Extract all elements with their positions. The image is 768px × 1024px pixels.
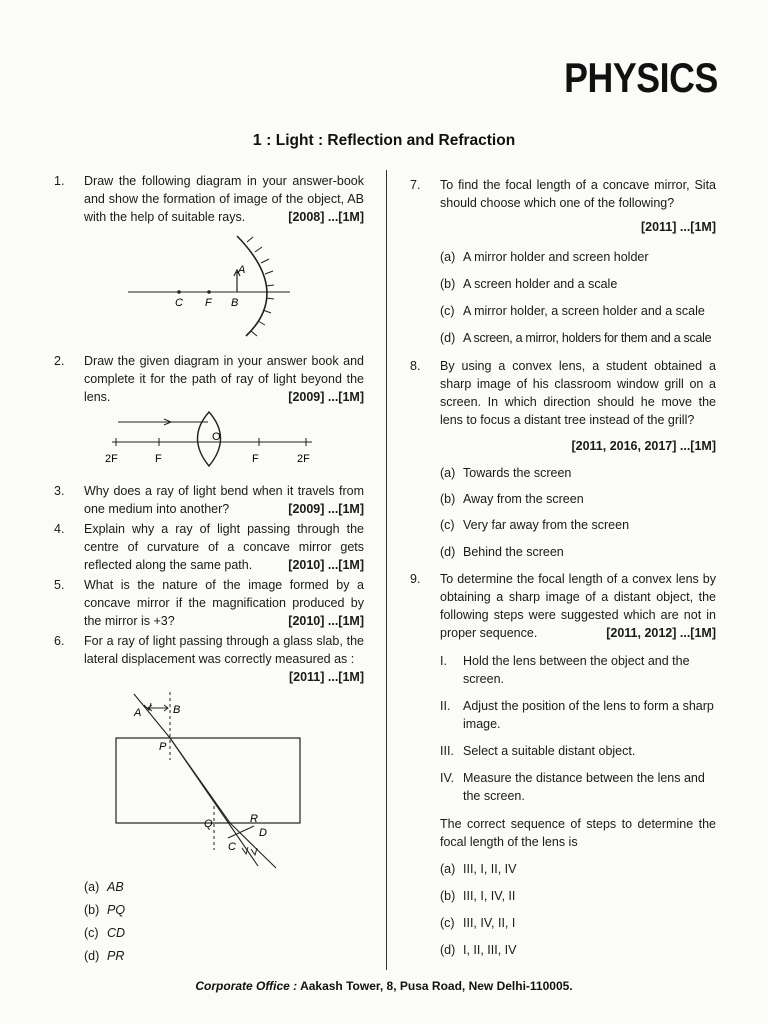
glass-slab bbox=[116, 738, 300, 823]
question-number: 4. bbox=[54, 522, 65, 536]
label-c: C bbox=[175, 297, 183, 309]
question-text: For a ray of light passing through a glass slab, the lateral displacement was correctly measured as : bbox=[84, 634, 364, 666]
marks-label: [2009] ...[1M] bbox=[288, 390, 364, 404]
convex-lens-diagram bbox=[104, 408, 324, 472]
question-text: To determine the focal length of a convex lens by obtaining a sharp image of a distant object, the following steps were suggested which are not in proper sequence. bbox=[440, 572, 716, 640]
question-3 bbox=[54, 482, 364, 518]
concave-mirror bbox=[237, 236, 267, 336]
option-b: (b) Away from the screen bbox=[440, 492, 584, 506]
concave-mirror-diagram bbox=[120, 228, 300, 343]
label-2f-right: 2F bbox=[297, 453, 310, 465]
question-number: 5. bbox=[54, 578, 65, 592]
glass-slab-diagram bbox=[108, 688, 308, 878]
question-number: 3. bbox=[54, 484, 65, 498]
question-2 bbox=[54, 352, 364, 406]
option-d: (d) PR bbox=[84, 949, 125, 963]
question-1 bbox=[54, 172, 364, 226]
point-f bbox=[207, 290, 211, 294]
question-text: To find the focal length of a concave mirror, Sita should choose which one of the following? bbox=[440, 178, 716, 210]
label-q: Q bbox=[204, 818, 213, 830]
label-p: P bbox=[159, 741, 167, 753]
label-b: B bbox=[173, 704, 181, 716]
question-5 bbox=[54, 576, 364, 630]
chapter-heading bbox=[0, 132, 768, 150]
question-8 bbox=[410, 357, 716, 455]
question-number: 2. bbox=[54, 354, 65, 368]
step-4: IV. Measure the distance between the lens and the screen. bbox=[440, 771, 705, 803]
question-7 bbox=[410, 176, 716, 236]
marks-label: [2011, 2016, 2017] ...[1M] bbox=[571, 439, 716, 453]
question-number: 6. bbox=[54, 634, 65, 648]
question-number: 9. bbox=[410, 572, 421, 586]
chapter-title: Light : Reflection and Refraction bbox=[275, 132, 516, 149]
label-f-left: F bbox=[155, 453, 162, 465]
marks-label: [2010] ...[1M] bbox=[288, 558, 364, 572]
option-a: (a) Towards the screen bbox=[440, 466, 572, 480]
option-d: (d) A screen, a mirror, holders for them and a scale bbox=[440, 331, 712, 345]
label-b: B bbox=[231, 297, 239, 309]
label-d: D bbox=[259, 827, 267, 839]
point-c bbox=[177, 290, 181, 294]
chapter-number: 1 : bbox=[252, 132, 272, 149]
q9-closing-text: The correct sequence of steps to determine the focal length of the lens is bbox=[440, 817, 716, 849]
label-c: C bbox=[228, 841, 236, 853]
column-divider bbox=[386, 170, 387, 970]
marks-label: [2009] ...[1M] bbox=[288, 502, 364, 516]
question-number: 8. bbox=[410, 359, 421, 373]
question-text: Why does a ray of light bend when it travels from one medium into another? bbox=[84, 484, 364, 516]
footer-label: Corporate Office : bbox=[195, 979, 298, 993]
marks-label: [2011, 2012] ...[1M] bbox=[606, 626, 716, 640]
marks-label: [2010] ...[1M] bbox=[288, 614, 364, 628]
label-a: A bbox=[238, 264, 246, 276]
option-a: (a) III, I, II, IV bbox=[440, 862, 517, 876]
option-c: (c) III, IV, II, I bbox=[440, 916, 516, 930]
option-d: (d) I, II, III, IV bbox=[440, 943, 517, 957]
option-c: (c) CD bbox=[84, 926, 126, 940]
step-1: I. Hold the lens between the object and the screen. bbox=[440, 654, 690, 686]
option-b: (b) PQ bbox=[84, 903, 126, 917]
question-number: 7. bbox=[410, 178, 421, 192]
label-r: R bbox=[250, 813, 258, 825]
marks-label: [2008] ...[1M] bbox=[288, 210, 364, 224]
option-b: (b) A screen holder and a scale bbox=[440, 277, 618, 291]
option-c: (c) Very far away from the screen bbox=[440, 518, 630, 532]
footer-address: Aakash Tower, 8, Pusa Road, New Delhi-110005. bbox=[300, 979, 573, 993]
step-3: III. Select a suitable distant object. bbox=[440, 744, 636, 758]
question-text: By using a convex lens, a student obtained a sharp image of his classroom window grill on a screen. In which direction should he move the lens to focus a distant tree instead of the grill? bbox=[440, 359, 716, 427]
label-f: F bbox=[205, 297, 212, 309]
question-text: Draw the following diagram in your answer-book and show the formation of image of the object, AB with the help of suitable rays. bbox=[84, 174, 364, 224]
marks-label: [2011] ...[1M] bbox=[640, 220, 716, 234]
emergent-ray bbox=[230, 823, 276, 868]
option-b: (b) III, I, IV, II bbox=[440, 889, 516, 903]
step-2: II. Adjust the position of the lens to form a sharp image. bbox=[440, 699, 714, 731]
label-a: A bbox=[134, 707, 142, 719]
question-number: 1. bbox=[54, 174, 65, 188]
question-text: What is the nature of the image formed by a concave mirror if the magnification produced by the mirror is +3? bbox=[84, 578, 364, 628]
question-text: Explain why a ray of light passing through the centre of curvature of a concave mirror gets reflected along the same path. bbox=[84, 522, 364, 572]
option-a: (a) AB bbox=[84, 880, 124, 894]
refracted-ray bbox=[170, 738, 230, 823]
subject-title: PHYSICS bbox=[564, 54, 718, 101]
label-f-right: F bbox=[252, 453, 259, 465]
footer bbox=[0, 979, 768, 993]
question-4 bbox=[54, 520, 364, 574]
label-2f-left: 2F bbox=[105, 453, 118, 465]
question-6 bbox=[54, 632, 364, 686]
question-9 bbox=[410, 570, 716, 642]
label-o: O bbox=[212, 431, 221, 443]
option-d: (d) Behind the screen bbox=[440, 545, 564, 559]
marks-label: [2011] ...[1M] bbox=[288, 670, 364, 684]
option-c: (c) A mirror holder, a screen holder and a scale bbox=[440, 304, 705, 318]
question-text: Draw the given diagram in your answer book and complete it for the path of ray of light beyond the lens. bbox=[84, 354, 364, 404]
option-a: (a) A mirror holder and screen holder bbox=[440, 250, 649, 264]
